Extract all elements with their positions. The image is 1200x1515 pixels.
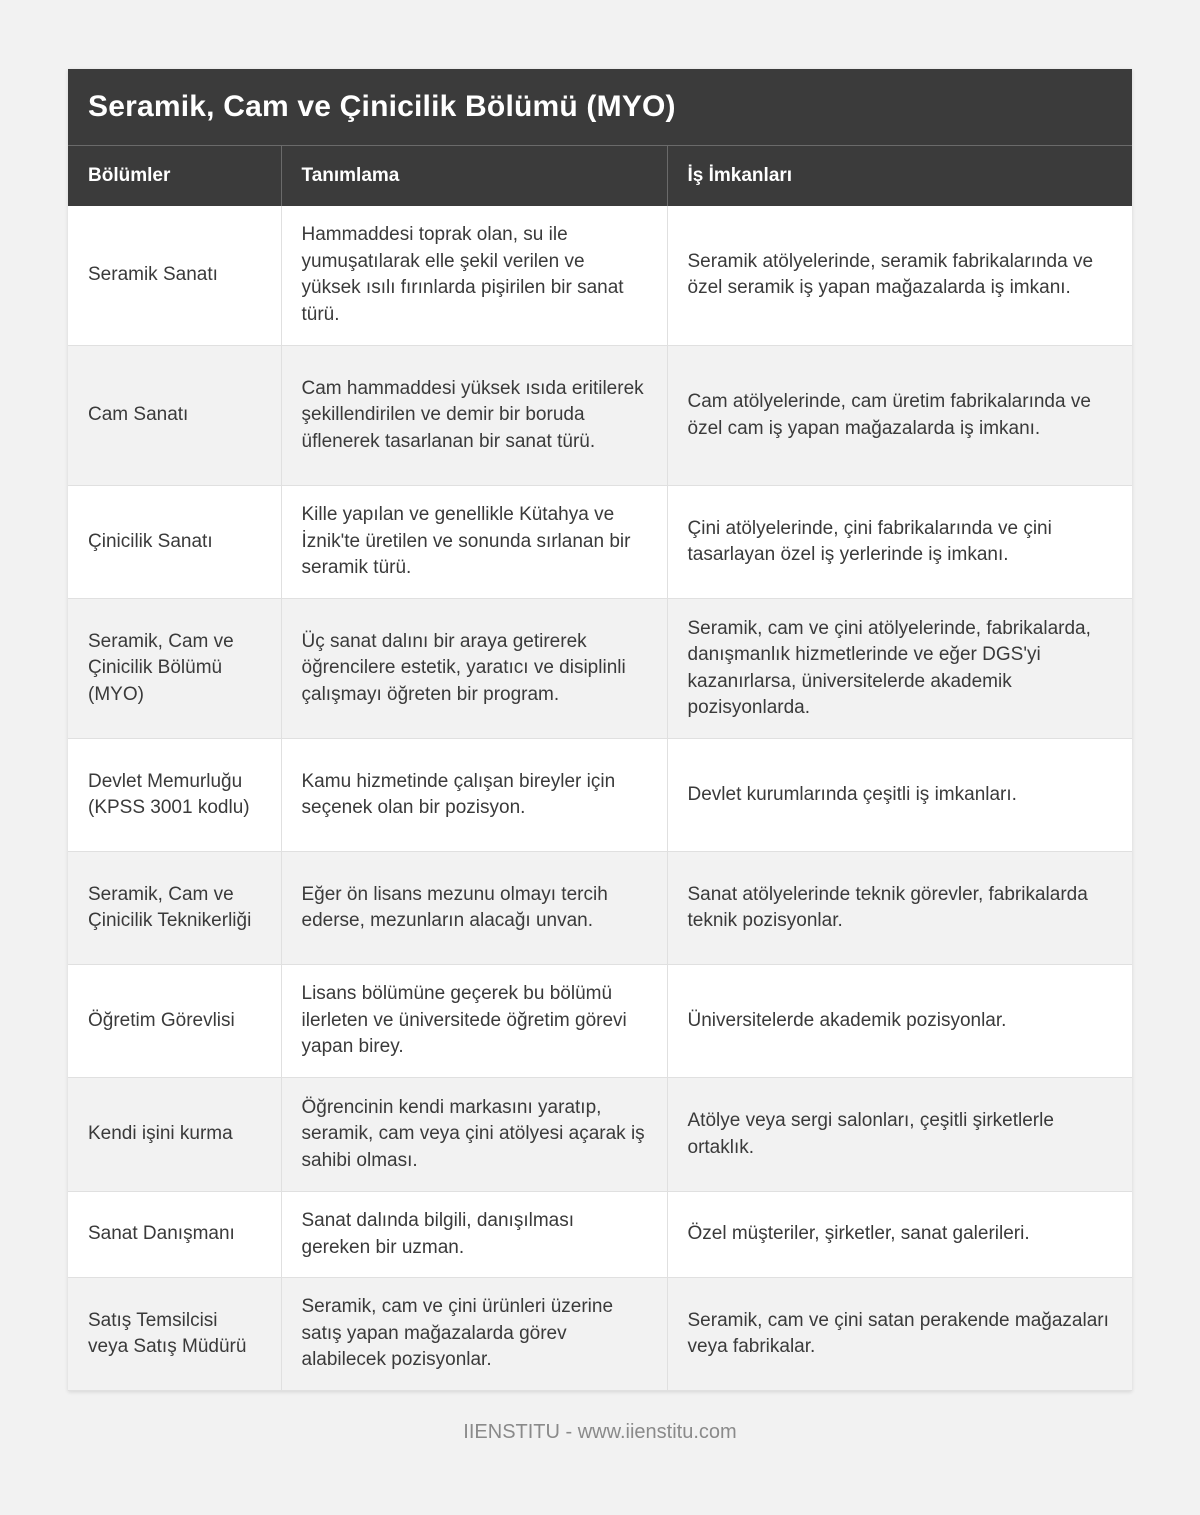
cell-tanimlama: Öğrencinin kendi markasını yaratıp, seramik, cam veya çini atölyesi açarak iş sahibi olması. — [281, 1078, 667, 1192]
cell-bolum: Seramik, Cam ve Çinicilik Bölümü (MYO) — [68, 599, 281, 739]
cell-is-imkanlari: Çini atölyelerinde, çini fabrikalarında ve çini tasarlayan özel iş yerlerinde iş imkanı. — [667, 486, 1132, 599]
table-row — [68, 206, 1132, 346]
cell-tanimlama: Üç sanat dalını bir araya getirerek öğrencilere estetik, yaratıcı ve disiplinli çalışmayı öğreten bir program. — [281, 599, 667, 739]
cell-tanimlama: Sanat dalında bilgili, danışılması gereken bir uzman. — [281, 1192, 667, 1278]
header-cell-tanimlama: Tanımlama — [281, 146, 667, 206]
footer-credit: IIENSTITU - www.iienstitu.com — [463, 1421, 737, 1443]
table-row — [68, 739, 1132, 852]
cell-tanimlama: Hammaddesi toprak olan, su ile yumuşatılarak elle şekil verilen ve yüksek ısılı fırınlarda pişirilen bir sanat türü. — [281, 206, 667, 346]
table-card — [68, 69, 1132, 1391]
career-table — [68, 145, 1132, 1391]
table-row — [68, 1192, 1132, 1278]
cell-bolum: Öğretim Görevlisi — [68, 965, 281, 1078]
cell-bolum: Kendi işini kurma — [68, 1078, 281, 1192]
cell-is-imkanlari: Özel müşteriler, şirketler, sanat galerileri. — [667, 1192, 1132, 1278]
cell-is-imkanlari: Seramik atölyelerinde, seramik fabrikalarında ve özel seramik iş yapan mağazalarda iş imkanı. — [667, 206, 1132, 346]
cell-bolum: Seramik Sanatı — [68, 206, 281, 346]
cell-tanimlama: Kille yapılan ve genellikle Kütahya ve İznik'te üretilen ve sonunda sırlanan bir seramik türü. — [281, 486, 667, 599]
title-bar — [68, 69, 1132, 145]
cell-is-imkanlari: Sanat atölyelerinde teknik görevler, fabrikalarda teknik pozisyonlar. — [667, 852, 1132, 965]
cell-bolum: Sanat Danışmanı — [68, 1192, 281, 1278]
cell-tanimlama: Eğer ön lisans mezunu olmayı tercih ederse, mezunların alacağı unvan. — [281, 852, 667, 965]
header-row — [68, 146, 1132, 206]
cell-is-imkanlari: Devlet kurumlarında çeşitli iş imkanları. — [667, 739, 1132, 852]
header-cell-is-imkanlari: İş İmkanları — [667, 146, 1132, 206]
header-cell-bolumler: Bölümler — [68, 146, 281, 206]
cell-is-imkanlari: Seramik, cam ve çini satan perakende mağazaları veya fabrikalar. — [667, 1278, 1132, 1391]
table-row — [68, 1078, 1132, 1192]
cell-tanimlama: Seramik, cam ve çini ürünleri üzerine satış yapan mağazalarda görev alabilecek pozisyonlar. — [281, 1278, 667, 1391]
cell-is-imkanlari: Seramik, cam ve çini atölyelerinde, fabrikalarda, danışmanlık hizmetlerinde ve eğer DGS'yi kazanırlarsa, üniversitelerde akademik pozisyonlarda. — [667, 599, 1132, 739]
table-body — [68, 206, 1132, 1391]
cell-bolum: Çinicilik Sanatı — [68, 486, 281, 599]
cell-bolum: Cam Sanatı — [68, 346, 281, 486]
cell-tanimlama: Cam hammaddesi yüksek ısıda eritilerek şekillendirilen ve demir bir boruda üflenerek tasarlanan bir sanat türü. — [281, 346, 667, 486]
cell-bolum: Satış Temsilcisi veya Satış Müdürü — [68, 1278, 281, 1391]
cell-tanimlama: Kamu hizmetinde çalışan bireyler için seçenek olan bir pozisyon. — [281, 739, 667, 852]
cell-bolum: Seramik, Cam ve Çinicilik Teknikerliği — [68, 852, 281, 965]
table-row — [68, 346, 1132, 486]
cell-tanimlama: Lisans bölümüne geçerek bu bölümü ilerleten ve üniversitede öğretim görevi yapan birey. — [281, 965, 667, 1078]
cell-is-imkanlari: Cam atölyelerinde, cam üretim fabrikalarında ve özel cam iş yapan mağazalarda iş imkanı. — [667, 346, 1132, 486]
cell-bolum: Devlet Memurluğu (KPSS 3001 kodlu) — [68, 739, 281, 852]
cell-is-imkanlari: Atölye veya sergi salonları, çeşitli şirketlerle ortaklık. — [667, 1078, 1132, 1192]
cell-is-imkanlari: Üniversitelerde akademik pozisyonlar. — [667, 965, 1132, 1078]
table-row — [68, 852, 1132, 965]
table-header — [68, 146, 1132, 206]
table-row — [68, 486, 1132, 599]
table-row — [68, 1278, 1132, 1391]
table-row — [68, 599, 1132, 739]
table-row — [68, 965, 1132, 1078]
page-title: Seramik, Cam ve Çinicilik Bölümü (MYO) — [88, 90, 676, 123]
